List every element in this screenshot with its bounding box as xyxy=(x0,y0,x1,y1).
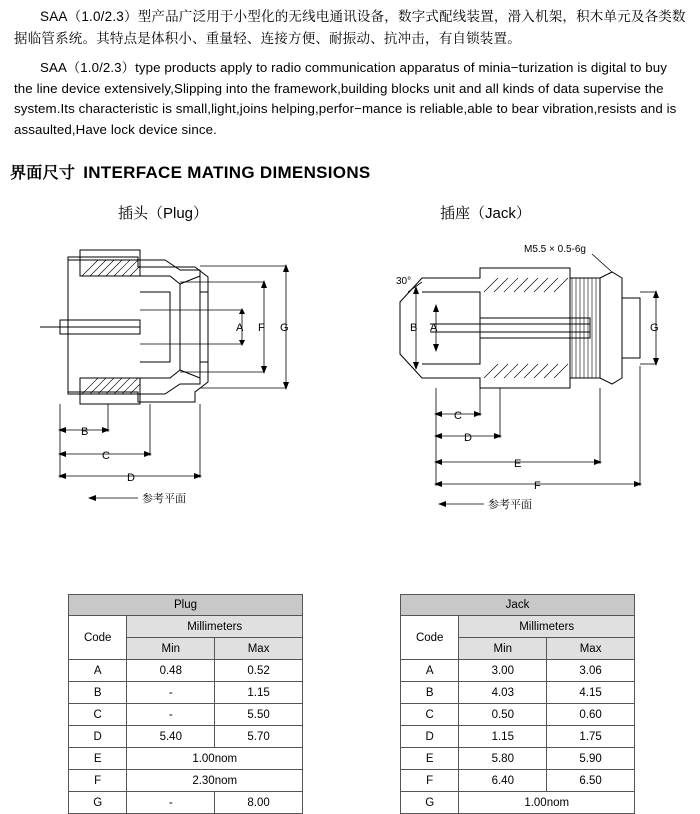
table-header-row xyxy=(69,595,303,616)
jack-row-code: D xyxy=(401,726,459,748)
plug-row-code: B xyxy=(69,682,127,704)
jack-row-min: 0.50 xyxy=(459,704,547,726)
table-row xyxy=(401,748,635,770)
jack-row-code: G xyxy=(401,792,459,814)
jack-row-value: 1.00nom xyxy=(459,792,635,814)
plug-row-code: C xyxy=(69,704,127,726)
table-row xyxy=(69,792,303,814)
jack-row-code: C xyxy=(401,704,459,726)
plug-row-min: - xyxy=(127,792,215,814)
jack-dim-label-D: D xyxy=(464,432,472,444)
jack-dim-label-F: F xyxy=(534,480,541,492)
jack-row-max: 0.60 xyxy=(547,704,635,726)
section-heading-english: INTERFACE MATING DIMENSIONS xyxy=(83,163,371,182)
plug-row-code: A xyxy=(69,660,127,682)
plug-figure-caption: 插头（Plug） xyxy=(118,205,209,222)
jack-row-max: 1.75 xyxy=(547,726,635,748)
jack-dim-label-C: C xyxy=(454,410,462,422)
plug-row-code: F xyxy=(69,770,127,792)
section-heading-chinese: 界面尺寸 xyxy=(10,165,76,182)
jack-dim-label-E: E xyxy=(514,458,522,470)
plug-col-max: Max xyxy=(215,638,303,660)
plug-row-min: 5.40 xyxy=(127,726,215,748)
plug-row-min: 0.48 xyxy=(127,660,215,682)
jack-dim-label-A: A xyxy=(430,322,438,334)
jack-table-title: Jack xyxy=(401,595,635,616)
jack-row-min: 6.40 xyxy=(459,770,547,792)
plug-dim-label-A: A xyxy=(236,322,244,334)
plug-datum-label: 参考平面 xyxy=(142,493,186,505)
table-header-row xyxy=(401,595,635,616)
jack-figure-caption: 插座（Jack） xyxy=(440,205,531,222)
plug-row-value: 2.30nom xyxy=(127,770,303,792)
jack-angle-label: 30° xyxy=(396,276,412,287)
jack-row-code: A xyxy=(401,660,459,682)
plug-row-min: - xyxy=(127,682,215,704)
plug-col-min: Min xyxy=(127,638,215,660)
table-row xyxy=(69,704,303,726)
jack-row-min: 1.15 xyxy=(459,726,547,748)
plug-row-max: 8.00 xyxy=(215,792,303,814)
table-row xyxy=(69,682,303,704)
table-row xyxy=(401,682,635,704)
table-header-row xyxy=(69,616,303,638)
plug-row-code: G xyxy=(69,792,127,814)
plug-row-code: E xyxy=(69,748,127,770)
table-row xyxy=(69,726,303,748)
jack-code-header: Code xyxy=(401,616,459,660)
table-row xyxy=(69,660,303,682)
intro-paragraph-english: SAA（1.0/2.3）type products apply to radio communication apparatus of minia−turization is digital to buy the line device extensively,Slipping into the framework,building blocks unit and all kinds of data supervise the system.Its characteristic is small,light,joins helping,perfor−mance is reliable,able to bear vibration,resists and is assaulted,Have lock device since. xyxy=(14,60,677,137)
jack-datum-label: 参考平面 xyxy=(488,499,532,511)
jack-row-max: 5.90 xyxy=(547,748,635,770)
plug-row-min: - xyxy=(127,704,215,726)
plug-dim-label-B: B xyxy=(81,426,89,438)
section-heading xyxy=(10,160,371,183)
jack-dim-label-G: G xyxy=(650,322,659,334)
jack-dim-label-B: B xyxy=(410,322,418,334)
table-row xyxy=(401,770,635,792)
jack-row-max: 3.06 xyxy=(547,660,635,682)
plug-dim-label-G: G xyxy=(280,322,289,334)
plug-dim-label-D: D xyxy=(127,472,135,484)
plug-code-header: Code xyxy=(69,616,127,660)
table-row xyxy=(401,726,635,748)
table-header-row xyxy=(401,616,635,638)
table-row xyxy=(69,748,303,770)
jack-row-min: 5.80 xyxy=(459,748,547,770)
jack-row-code: E xyxy=(401,748,459,770)
jack-technical-drawing xyxy=(360,232,696,522)
plug-row-max: 1.15 xyxy=(215,682,303,704)
table-row xyxy=(401,660,635,682)
jack-col-min: Min xyxy=(459,638,547,660)
jack-unit-header: Millimeters xyxy=(459,616,635,638)
plug-dimension-table xyxy=(68,594,303,814)
plug-table-title: Plug xyxy=(69,595,303,616)
jack-row-code: B xyxy=(401,682,459,704)
intro-paragraph-chinese: SAA（1.0/2.3）型产品广泛用于小型化的无线电通讯设备，数字式配线装置，滑入机架，积木单元及各类数据临管系统。其特点是体积小、重量轻、连接方便、耐振动、抗冲击，有自锁装置。 xyxy=(14,9,686,46)
plug-row-max: 0.52 xyxy=(215,660,303,682)
table-row xyxy=(69,770,303,792)
plug-row-max: 5.70 xyxy=(215,726,303,748)
jack-dimension-table xyxy=(400,594,635,814)
plug-dim-label-C: C xyxy=(102,450,110,462)
plug-unit-header: Millimeters xyxy=(127,616,303,638)
table-row xyxy=(401,792,635,814)
jack-row-code: F xyxy=(401,770,459,792)
plug-dim-label-F: F xyxy=(258,322,265,334)
table-row xyxy=(401,704,635,726)
jack-thread-label: M5.5 × 0.5-6g xyxy=(524,244,586,255)
intro-text-block xyxy=(14,6,686,140)
plug-row-max: 5.50 xyxy=(215,704,303,726)
plug-row-code: D xyxy=(69,726,127,748)
jack-col-max: Max xyxy=(547,638,635,660)
jack-row-min: 3.00 xyxy=(459,660,547,682)
jack-row-min: 4.03 xyxy=(459,682,547,704)
plug-row-value: 1.00nom xyxy=(127,748,303,770)
jack-row-max: 6.50 xyxy=(547,770,635,792)
plug-technical-drawing xyxy=(20,232,350,522)
jack-row-max: 4.15 xyxy=(547,682,635,704)
